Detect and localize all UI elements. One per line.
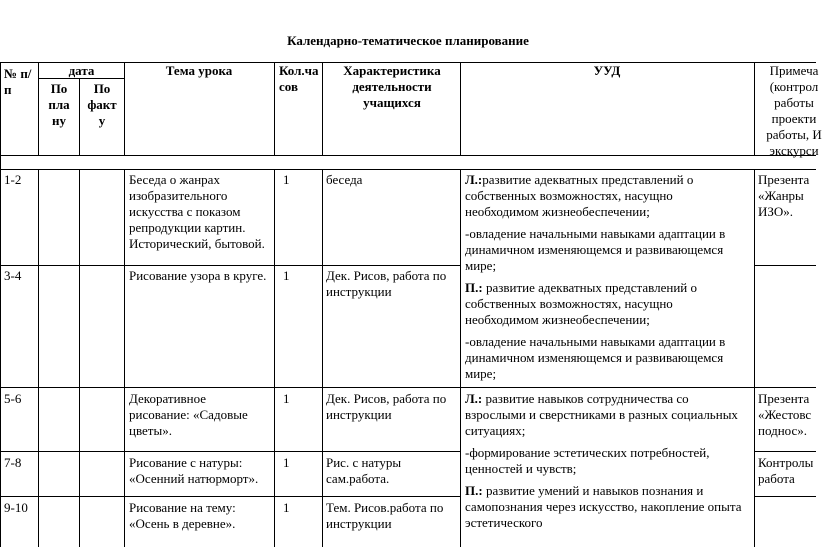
row3-hours: 1 [283,391,290,406]
row1-topic: Беседа о жанрах изобразительного искусства с показом репродукции картин. Исторический, бытовой. [129,172,265,251]
uud2-p-text: развитие умений и навыков познания и самопознания через искусство, накопление опыта эстетического [465,483,742,530]
row5-topic: Рисование на тему: «Осень в деревне». [129,500,236,531]
row3-note: Презента «Жестовс поднос». [758,391,812,438]
row4-hours: 1 [283,455,290,470]
uud2-l-text: развитие навыков сотрудничества со взрослыми и сверстниками в разных социальных ситуациях; [465,391,738,438]
row4-activity: Рис. с натуры сам.работа. [326,455,402,486]
row3-topic: Декоративное рисование: «Садовые цветы». [129,391,248,438]
row5-activity: Тем. Рисов.работа по инструкции [326,500,444,531]
row2-num: 3-4 [4,268,22,283]
uud1-l-text2: -овладение начальными навыками адаптации в динамичном изменяющемся и развивающемся мире; [465,226,726,273]
uud2-l-label: Л.: [465,391,483,406]
row5-num: 9-10 [4,500,28,515]
uud1-p-label: П.: [465,280,483,295]
header-topic: Тема урока [165,63,233,78]
row3-activity: Дек. Рисов, работа по инструкции [326,391,447,422]
row1-note: Презента «Жанры ИЗО». [758,172,810,219]
row4-num: 7-8 [4,455,22,470]
header-num: № п/п [4,66,32,97]
header-hours: Кол.ча сов [279,63,319,94]
header-plan: По пла ну [48,81,70,128]
row4-note: Контролы работа [758,455,814,486]
row3-num: 5-6 [4,391,22,406]
header-fact: По факт у [87,81,117,128]
uud1-l-text: развитие адекватных представлений о собственных возможностях, насущно необходимом жизнеобеспечении; [465,172,694,219]
row2-hours: 1 [283,268,290,283]
row2-activity: Дек. Рисов, работа по инструкции [326,268,447,299]
header-activity: Характеристика деятельности учащихся [343,63,441,110]
row5-hours: 1 [283,500,290,515]
uud1-p-text: развитие адекватных представлений о собственных возможностях, насущно необходимом жизнеобеспечении; [465,280,697,327]
uud2-l-text2: -формирование эстетических потребностей, ценностей и чувств; [465,445,710,476]
uud1-l-label: Л.: [465,172,483,187]
row2-topic: Рисование узора в круге. [129,268,267,283]
page-title: Календарно-тематическое планирование [287,33,529,48]
row1-activity: беседа [326,172,363,187]
header-note: Примеча (контрол работы проекти работы, И экскурси [766,63,822,158]
row1-hours: 1 [283,172,290,187]
row4-topic: Рисование с натуры: «Осенний натюрморт». [129,455,259,486]
row1-num: 1-2 [4,172,22,187]
header-uud: УУД [593,63,621,78]
header-date: дата [68,63,95,78]
uud-block-1 [465,172,745,382]
uud1-p-text2: -овладение начальными навыками адаптации в динамичном изменяющемся и развивающемся мире; [465,334,726,381]
uud2-p-label: П.: [465,483,483,498]
uud-block-2 [465,391,745,531]
